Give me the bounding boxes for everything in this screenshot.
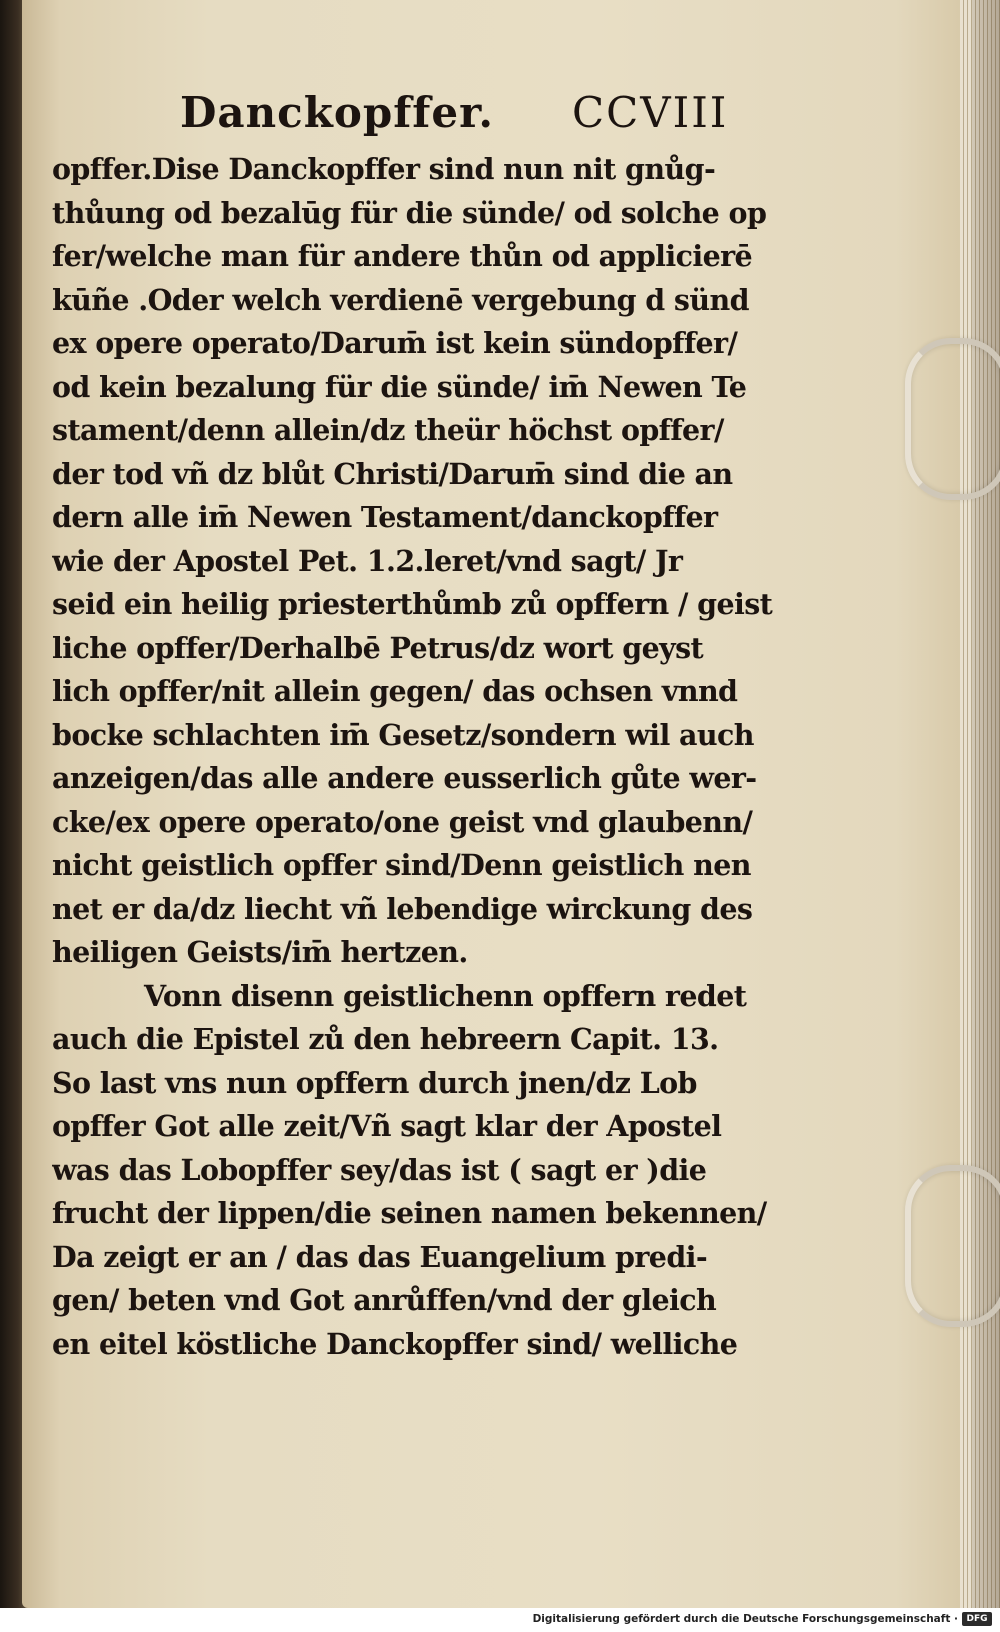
text-line: wie der Apostel Pet. 1.2.leret/vnd sagt/ Jr [52, 543, 683, 578]
text-line: heiligen Geists/im̄ hertzen. [52, 935, 468, 969]
folio-number: CCVIII [572, 88, 729, 137]
page-edges-shadow [972, 0, 1000, 1608]
text-line: anzeigen/das alle andere eusserlich gůte wer- [52, 761, 757, 795]
dfg-logo-icon: DFG [962, 1612, 992, 1626]
text-line: od kein bezalung für die sünde/ im̄ Newen Te [52, 369, 747, 404]
text-line: en eitel köstliche Danckopffer sind/ welliche [52, 1326, 738, 1361]
text-line: liche opffer/Derhalbē Petrus/dz wort geyst [52, 630, 704, 665]
text-line: thůung od bezalūg für die sünde/ od solche op [52, 195, 767, 230]
text-line: der tod vñ dz blůt Christi/Darum̄ sind die an [52, 456, 733, 491]
running-head-title: Danckopffer. [180, 88, 494, 137]
text-line: fer/welche man für andere thůn od applicierē [52, 239, 753, 273]
running-head [52, 88, 792, 148]
text-line: net er da/dz liecht vñ lebendige wirckung des [52, 891, 753, 926]
text-line: auch die Epistel zů den hebreern Capit. 13. [52, 1022, 719, 1056]
text-line: So last vns nun opffern durch jnen/dz Lob [52, 1065, 697, 1100]
text-line: lich opffer/nit allein gegen/ das ochsen vnnd [52, 674, 738, 708]
text-line: Da zeigt er an / das das Euangelium predi- [52, 1239, 708, 1274]
text-line: cke/ex opere operato/one geist vnd glaubenn/ [52, 804, 753, 839]
text-line: gen/ beten vnd Got anrůffen/vnd der gleich [52, 1283, 717, 1317]
text-line: dern alle im̄ Newen Testament/danckopffer [52, 500, 718, 534]
text-line: kūñe .Oder welch verdienē vergebung d sünd [52, 282, 749, 317]
text-line: nicht geistlich opffer sind/Denn geistlich nen [52, 848, 751, 882]
text-line: bocke schlachten im̄ Gesetz/sondern wil auch [52, 717, 754, 752]
text-line: stament/denn allein/dz theür höchst opffer/ [52, 413, 724, 447]
text-line: seid ein heilig priesterthůmb zů opffern / geist [52, 587, 773, 621]
text-line: frucht der lippen/die seinen namen bekennen/ [52, 1196, 767, 1230]
body-text [52, 148, 792, 1366]
text-line: opffer.Dise Danckopffer sind nun nit gnůg- [52, 152, 716, 186]
text-line: Vonn disenn geistlichenn opffern redet [144, 978, 747, 1013]
text-line: ex opere operato/Darum̄ ist kein sündopffer/ [52, 326, 738, 360]
funding-credit: Digitalisierung gefördert durch die Deutsche Forschungsgemeinschaft · [532, 1613, 958, 1625]
text-line: was das Lobopffer sey/das ist ( sagt er )die [52, 1152, 707, 1187]
clasp-ring-icon [905, 1165, 1000, 1327]
clasp-ring-icon [905, 338, 1000, 500]
text-block [52, 88, 792, 1366]
text-line: opffer Got alle zeit/Vñ sagt klar der Apostel [52, 1109, 722, 1143]
